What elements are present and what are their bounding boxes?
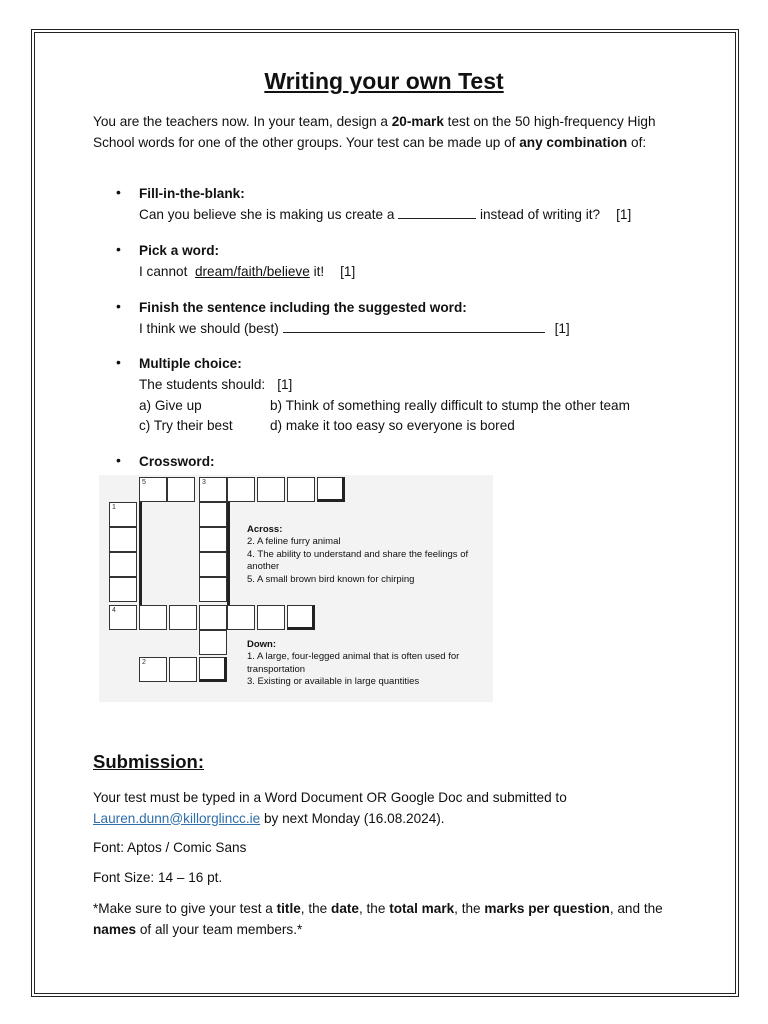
- mark-value: [1]: [340, 263, 356, 279]
- submission-heading: Submission:: [93, 751, 205, 772]
- crossword-cell: 2: [139, 657, 167, 682]
- crossword-across-clues: Across: 2. A feline furry animal 4. The ability to understand and share the feelings of another 5. A small brown bird known for chirping: [247, 524, 469, 585]
- bullet-example: I cannot dream/faith/believe it! [1]: [139, 263, 356, 279]
- crossword-cell: [199, 552, 227, 577]
- bullet-dot: •: [116, 354, 121, 370]
- crossword-cell: 5: [139, 477, 167, 502]
- crossword-cell: [109, 577, 137, 602]
- word-options: dream/faith/believe: [194, 263, 310, 279]
- crossword-down-clues: Down: 1. A large, four-legged animal that is often used for transportation 3. Existing or available in large quantities: [247, 639, 460, 688]
- crossword-cell: [257, 477, 285, 502]
- bullet-heading: Finish the sentence including the suggested word:: [139, 300, 467, 315]
- mc-row: [139, 396, 699, 417]
- crossword-cell: [199, 502, 227, 527]
- crossword-cell: 1: [109, 502, 137, 527]
- crossword-cell: [169, 657, 197, 682]
- bullet-dot: •: [116, 184, 121, 200]
- mc-option-b: b) Think of something really difficult to stump the other team: [270, 397, 630, 413]
- bullet-heading: Multiple choice:: [139, 356, 242, 371]
- intro-bold-marks: 20-mark: [391, 114, 444, 129]
- email-link[interactable]: Lauren.dunn@killorglincc.ie: [93, 810, 261, 826]
- crossword-cell: [199, 657, 227, 682]
- intro-text-3: of:: [627, 134, 647, 150]
- crossword-cell: [227, 605, 255, 630]
- mc-option-a: a) Give up: [139, 397, 202, 413]
- mc-question: The students should: [1]: [139, 376, 293, 392]
- crossword-puzzle: [99, 475, 493, 702]
- crossword-edge: [139, 502, 142, 605]
- mc-option-d: d) make it too easy so everyone is bored: [270, 418, 515, 434]
- crossword-cell: [317, 477, 345, 502]
- crossword-cell: [199, 527, 227, 552]
- mark-value: [1]: [277, 376, 293, 392]
- mc-row: [139, 416, 699, 437]
- crossword-cell: [139, 605, 167, 630]
- bullet-example: I think we should (best) [1]: [139, 320, 570, 336]
- bullet-finish-sentence: [139, 298, 570, 340]
- intro-text-2: test on the 50 high-frequency High School words for one of the other groups. Your test can be made up of: [93, 114, 656, 150]
- intro-text-1: You are the teachers now. In your team, design a: [93, 114, 392, 129]
- crossword-cell: [199, 605, 227, 630]
- bullet-dot: •: [116, 298, 121, 314]
- crossword-cell: [109, 552, 137, 577]
- crossword-cell: [287, 477, 315, 502]
- crossword-cell: [287, 605, 315, 630]
- crossword-cell: [167, 477, 195, 502]
- intro-paragraph: [93, 112, 683, 153]
- crossword-edge: [227, 502, 230, 605]
- intro-bold-combination: any combination: [519, 134, 628, 150]
- bullet-dot: •: [116, 241, 121, 257]
- font-requirement: Font: Aptos / Comic Sans: [93, 840, 247, 855]
- submission-instructions: Your test must be typed in a Word Document OR Google Doc and submitted to Lauren.dunn@killorglincc.ie by next Monday (16.08.2024).: [93, 790, 567, 826]
- crossword-cell: [227, 477, 255, 502]
- bullet-crossword: [139, 452, 215, 473]
- bullet-heading: Fill-in-the-blank:: [139, 186, 245, 201]
- crossword-cell: 4: [109, 605, 137, 630]
- bullet-heading: Crossword:: [139, 454, 215, 469]
- crossword-cell: [169, 605, 197, 630]
- bullet-multiple-choice: [139, 354, 699, 437]
- crossword-cell: [199, 577, 227, 602]
- bullet-example: Can you believe she is making us create a instead of writing it? [1]: [139, 206, 632, 222]
- crossword-cell: 3: [199, 477, 227, 502]
- font-size-requirement: Font Size: 14 – 16 pt.: [93, 870, 223, 885]
- bullet-pick-a-word: [139, 241, 355, 283]
- crossword-cell: [199, 630, 227, 655]
- bullet-heading: Pick a word:: [139, 243, 220, 258]
- submission-note: *Make sure to give your test a title, the date, the total mark, the marks per question, and the names of all your team members.*: [93, 901, 663, 937]
- crossword-cell: [257, 605, 285, 630]
- blank-line: [398, 205, 476, 219]
- mc-option-c: c) Try their best: [139, 418, 233, 434]
- bullet-fill-in-blank: [139, 184, 631, 226]
- mark-value: [1]: [616, 206, 632, 222]
- bullet-dot: •: [116, 452, 121, 468]
- page-title: Writing your own Test: [264, 68, 504, 94]
- crossword-cell: [109, 527, 137, 552]
- blank-line: [283, 319, 545, 333]
- mark-value: [1]: [554, 320, 570, 336]
